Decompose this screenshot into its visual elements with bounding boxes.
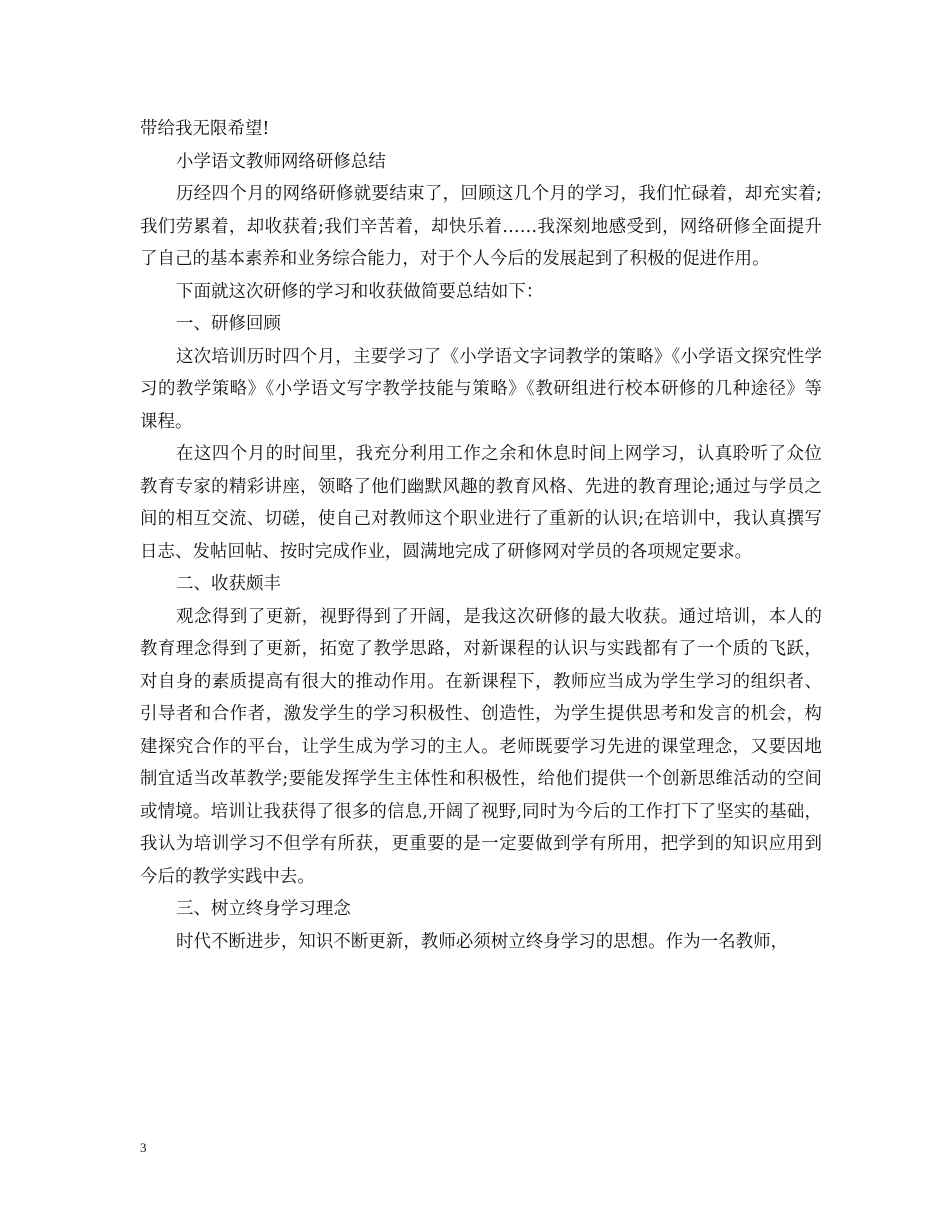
paragraph-intro: 历经四个月的网络研修就要结束了，回顾这几个月的学习，我们忙碌着，却充实着;我们劳累着，却收获着;我们辛苦着，却快乐着……我深刻地感受到，网络研修全面提升了自己的基本素养和业务综合能力，对于个人今后的发展起到了积极的促进作用。 [140, 184, 822, 269]
paragraph-continuation: 带给我无限希望! [140, 119, 270, 139]
heading-review: 一、研修回顾 [176, 314, 281, 334]
page-number: 3 [140, 1140, 147, 1155]
paragraph-study-time: 在这四个月的时间里，我充分利用工作之余和休息时间上网学习，认真聆听了众位教育专家的精彩讲座，领略了他们幽默风趣的教育风格、先进的教育理论;通过与学员之间的相互交流、切磋，使自己对教师这个职业进行了重新的认识;在培训中，我认真撰写日志、发帖回帖、按时完成作业，圆满地完成了研修网对学员的各项规定要求。 [140, 444, 822, 562]
document-body [140, 113, 822, 958]
paragraph-lifelong-learning: 时代不断进步，知识不断更新，教师必须树立终身学习的思想。作为一名教师， [176, 931, 789, 952]
paragraph-courses: 这次培训历时四个月，主要学习了《小学语文字词教学的策略》《小学语文探究性学习的教学策略》《小学语文写字教学技能与策略》《教研组进行校本研修的几种途径》等课程。 [140, 346, 822, 432]
heading-lifelong-learning: 三、树立终身学习理念 [176, 899, 351, 919]
paragraph-summary-lead: 下面就这次研修的学习和收获做简要总结如下： [176, 281, 544, 302]
section-title: 小学语文教师网络研修总结 [176, 151, 386, 172]
heading-gains: 二、收获颇丰 [176, 574, 281, 594]
paragraph-gains: 观念得到了更新，视野得到了开阔，是我这次研修的最大收获。通过培训，本人的教育理念得到了更新，拓宽了教学思路，对新课程的认识与实践都有了一个质的飞跃，对自身的素质提高有很大的推动作用。在新课程下，教师应当成为学生学习的组织者、引导者和合作者，激发学生的学习积极性、创造性，为学生提供思考和发言的机会，构建探究合作的平台，让学生成为学习的主人。老师既要学习先进的课堂理念，又要因地制宜适当改革教学;要能发挥学生主体性和积极性，给他们提供一个创新思维活动的空间或情境。培训让我获得了很多的信息,开阔了视野,同时为今后的工作打下了坚实的基础，我认为培训学习不但学有所获，更重要的是一定要做到学有所用，把学到的知识应用到今后的教学实践中去。 [140, 606, 822, 887]
